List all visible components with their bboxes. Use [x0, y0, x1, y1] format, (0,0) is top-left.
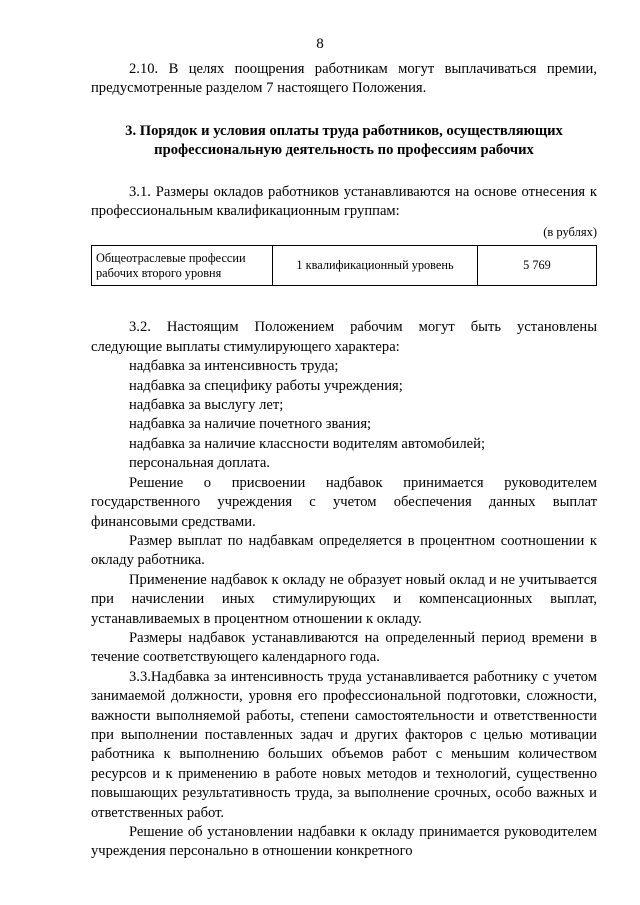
- bonus-list: [91, 357, 597, 473]
- table-cell-level: 1 квалификационный уровень: [273, 246, 478, 286]
- paragraph-3-3: 3.3.Надбавка за интенсивность труда устанавливается работнику с учетом занимаемой должности, уровня его профессиональной подготовки, сложности, важности выполняемой работы, степени самостоятельности и ответственности при выполнении поставленных задач и других факторов с целью мотивации работника к выполнению больших объемов работ с меньшим количеством ресурсов и к применению в работе новых методов и технологий, существенно повышающих результативность труда, за выполнение срочных, особо важных и ответственных работ.: [91, 668, 597, 821]
- list-item: надбавка за наличие классности водителям автомобилей;: [129, 435, 486, 452]
- table-cell-group: Общеотраслевые профессии рабочих второго уровня: [92, 246, 273, 286]
- table-row: [92, 246, 597, 286]
- paragraph-application: Применение надбавок к окладу не образует новый оклад и не учитывается при начислении иных стимулирующих и компенсационных выплат, устанавливаемых в процентном отношении к окладу.: [91, 571, 597, 627]
- list-item: надбавка за выслугу лет;: [129, 397, 284, 414]
- section-heading: 3. Порядок и условия оплаты труда работников, осуществляющих профессиональную деятельность по профессиям рабочих: [125, 122, 563, 159]
- paragraph-3-2: 3.2. Настоящим Положением рабочим могут быть установлены следующие выплаты стимулирующего характера:: [91, 319, 597, 355]
- paragraph-decision: Решение о присвоении надбавок принимается руководителем государственного учреждения с учетом обеспечения данных выплат финансовыми средствами.: [91, 474, 597, 530]
- paragraph-payment-size: Размер выплат по надбавкам определяется в процентном соотношении к окладу работника.: [91, 532, 597, 569]
- list-item: надбавка за наличие почетного звания;: [129, 416, 372, 433]
- page-number: 8: [316, 36, 324, 52]
- paragraph-period: Размеры надбавок устанавливаются на определенный период времени в течение соответствующего календарного года.: [91, 629, 597, 666]
- table-cell-salary: 5 769: [478, 246, 597, 286]
- document-body: [91, 60, 597, 862]
- salary-table: [91, 245, 597, 286]
- paragraph-decision-individual: Решение об установлении надбавки к окладу принимается руководителем учреждения персонально в отношении конкретного: [91, 824, 597, 860]
- list-item: персональная доплата.: [129, 455, 270, 472]
- list-item: надбавка за интенсивность труда;: [129, 358, 339, 375]
- paragraph-2-10: 2.10. В целях поощрения работникам могут выплачиваться премии, предусмотренные разделом 7 настоящего Положения.: [91, 61, 597, 97]
- paragraph-3-1: 3.1. Размеры окладов работников устанавливаются на основе отнесения к профессиональным квалификационным группам:: [91, 183, 597, 220]
- list-item: надбавка за специфику работы учреждения;: [129, 377, 403, 394]
- unit-note: (в рублях): [543, 225, 597, 240]
